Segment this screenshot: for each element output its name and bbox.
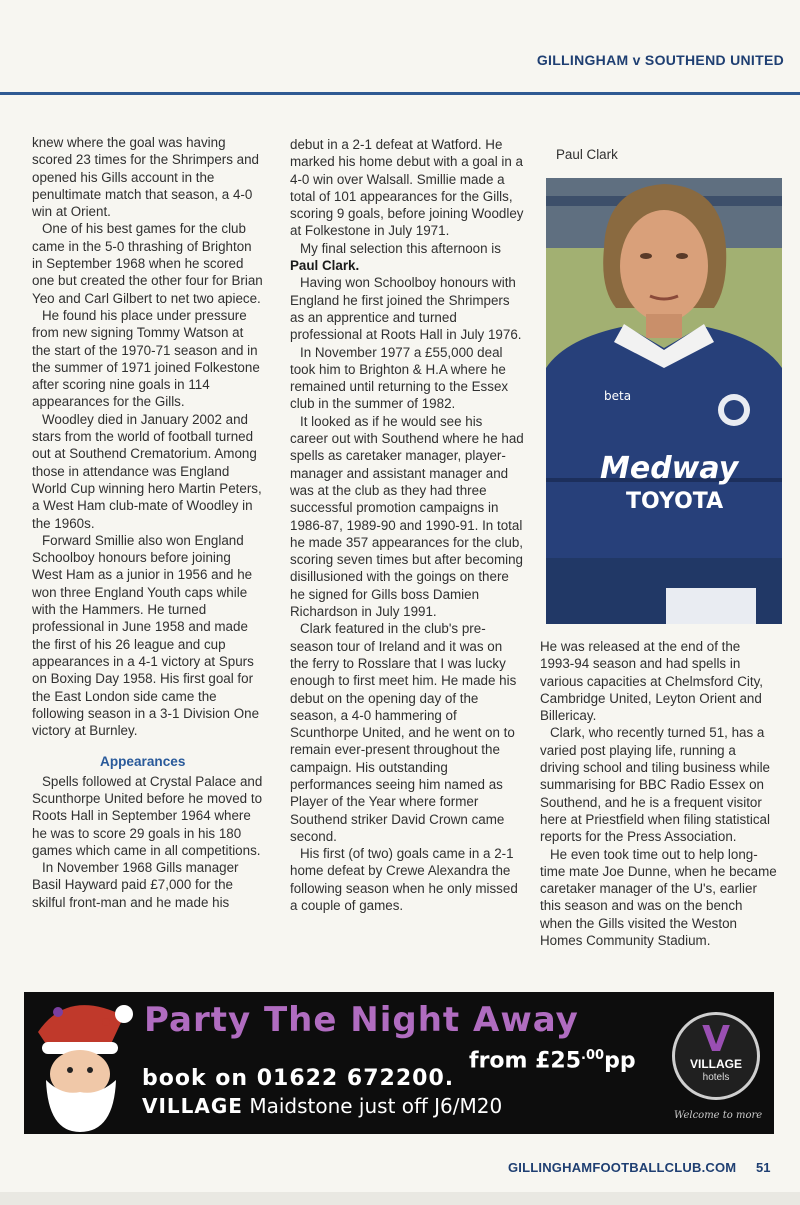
paragraph: He was released at the end of the 1993-94 season and had spells in various capacities at Chelmsford City, Cambridge United, Leyton Orient and Billericay.: [540, 639, 764, 724]
kit-brand-text: beta: [604, 389, 632, 403]
paragraph: Clark, who recently turned 51, has a varied post playing life, running a driving school and tiling business while summarising for BBC Radio Essex on Southend, and he is a frequent visitor here at Priestfield when filing statistical reports for the Press Association.: [540, 725, 771, 845]
shirt-sponsor-2: TOYOTA: [626, 489, 724, 514]
logo-sub: hotels: [702, 1072, 730, 1083]
running-header: GILLINGHAM v SOUTHEND UNITED: [536, 52, 784, 68]
ad-tagline: Welcome to more: [674, 1110, 763, 1121]
paragraph: [290, 240, 524, 275]
article-column-3: [540, 638, 778, 949]
ad-venue-location: Maidstone just off J6/M20: [242, 1094, 503, 1118]
player-photo-illustration: [546, 178, 782, 624]
paragraph: Having won Schoolboy honours with England he first joined the Shrimpers as an apprentice and turned professional at Roots Hall in July 1976.: [290, 275, 522, 343]
ad-headline: Party The Night Away: [144, 1000, 579, 1040]
ad-venue-name: VILLAGE: [142, 1094, 243, 1118]
paragraph: Clark featured in the club's pre-season tour of Ireland and it was on the ferry to Rosslare that I was lucky enough to first meet him. He made his debut on the opening day of the season, a 4-0 hammering of Scunthorpe United, and he went on to remain ever-present throughout the campaign. His outstanding performances seeing him named as Player of the Year where former Southend striker David Crown came second.: [290, 621, 517, 844]
page-edge: [0, 1192, 800, 1205]
ad-price-main: from £25: [469, 1048, 582, 1074]
paragraph: Spells followed at Crystal Palace and Scunthorpe United before he moved to Roots Hall in September 1964 where he was to score 29 goals in his 180 games which came in all competitions.: [32, 773, 263, 858]
advertisement-banner[interactable]: [24, 992, 774, 1134]
ad-booking-phone[interactable]: book on 01622 672200.: [142, 1066, 455, 1091]
header-divider: [0, 92, 800, 95]
ad-price: [469, 1048, 636, 1073]
paragraph: It looked as if he would see his career out with Southend where he had spells as caretaker manager, player-manager and assistant manager and was at the club as they had three successful promotion campaigns in 1986-87, 1989-90 and 1990-91. In total he made 357 appearances for the club, scoring seven times but after becoming disillusioned with the goings on there he signed for Gills boss Damien Richardson in July 1991.: [290, 413, 524, 620]
footer-website-link[interactable]: GILLINGHAMFOOTBALLCLUB.COM: [508, 1160, 737, 1175]
santa-icon: [28, 992, 138, 1134]
ad-price-unit: pp: [604, 1048, 636, 1074]
village-hotels-logo: [672, 1012, 760, 1100]
photo-caption: Paul Clark: [556, 147, 618, 162]
paragraph: Woodley died in January 2002 and stars from the world of football turned out at Southend Crematorium. Among those in attendance was England World Cup winning hero Martin Peters, a West Ham club-mate of Woodley in the 1960s.: [32, 411, 262, 531]
paragraph-text: My final selection this afternoon is: [300, 240, 501, 256]
shirt-sponsor-1: Medway: [600, 451, 739, 486]
paragraph: He even took time out to help long-time mate Joe Dunne, when he became caretaker manager of the U's, earlier this season and was on the bench when the Gills visited the Weston Homes Community Stadium.: [540, 846, 777, 949]
ad-venue: [142, 1094, 502, 1118]
paragraph: Forward Smillie also won England Schoolboy honours before joining West Ham as a junior in 1956 and he won three England Youth caps while with the Hammers. He turned professional in June 1958 and made the first of his 26 league and cup appearances in a 4-1 victory at Spurs on Boxing Day 1958. His first goal for the East London side came the following season in a 3-1 Division One victory at Burnley.: [32, 532, 260, 739]
paragraph: In November 1977 a £55,000 deal took him to Brighton & H.A where he remained until returning to the Essex club in the summer of 1982.: [290, 344, 509, 412]
paragraph: He found his place under pressure from new signing Tommy Watson at the start of the 1970-71 season and in the summer of 1971 joined Folkestone after scoring nine goals in 114 appearances for the Gills.: [32, 307, 260, 410]
page-number: 51: [756, 1160, 771, 1175]
section-subheading: Appearances: [100, 754, 186, 770]
logo-letter: V: [702, 1019, 730, 1060]
featured-player-name: Paul Clark.: [290, 258, 360, 274]
paragraph: debut in a 2-1 defeat at Watford. He marked his home debut with a goal in a 4-0 win over Walsall. Smillie made a total of 101 appearances for the Gills, scoring 9 goals, before joining Woodley at Folkestone in July 1971.: [290, 137, 524, 239]
article-column-2: [290, 136, 524, 914]
paragraph: In November 1968 Gills manager Basil Hayward paid £7,000 for the skilful front-man and he made his: [32, 860, 239, 910]
paragraph: His first (of two) goals came in a 2-1 home defeat by Crewe Alexandra the following season when he only missed a couple of games.: [290, 846, 518, 914]
ad-price-cents: .00: [581, 1048, 605, 1063]
article-column-1: [32, 134, 264, 911]
paragraph: knew where the goal was having scored 23 times for the Shrimpers and opened his Gills account in the penultimate match that season, a 4-0 win at Orient.: [32, 135, 260, 220]
logo-brand: VILLAGE: [689, 1057, 742, 1071]
player-photo: [546, 178, 782, 624]
paragraph: One of his best games for the club came in the 5-0 thrashing of Brighton in September 1968 when he scored one but created the other four for Brian Yeo and Carl Gilbert to net two apiece.: [32, 221, 263, 306]
